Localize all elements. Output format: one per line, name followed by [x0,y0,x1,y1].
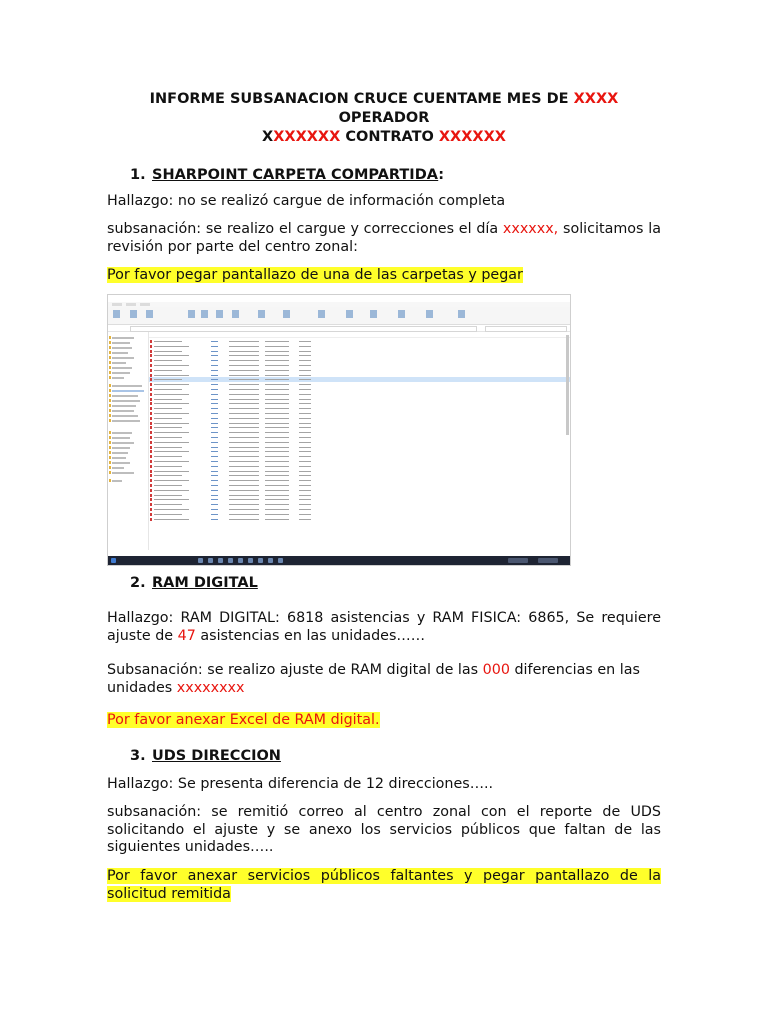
section-1-heading [130,166,444,184]
title-text: X [262,129,274,145]
section-3-note [107,868,661,903]
document-title [106,90,662,147]
paragraph-text: solicitamos la revisión por parte del centro zonal: [107,221,661,255]
title-text: INFORME SUBSANACION CRUCE CUENTAME MES DE [149,91,574,107]
placeholder-date: xxxxxx, [502,221,559,237]
title-text: OPERADOR [338,110,430,126]
highlighted-instruction: Por favor anexar servicios públicos faltantes y pegar pantallazo de la solicitud remitida [107,868,661,902]
section-heading-text: SHARPOINT CARPETA COMPARTIDA [152,167,439,183]
paragraph-text: diferencias en las unidades [107,662,640,696]
title-placeholder-contract: XXXXXX [438,129,506,145]
highlighted-instruction: Por favor anexar Excel de RAM digital. [107,712,380,728]
section-heading-text: UDS DIRECCION [152,748,281,764]
paragraph-text: Subsanación: se realizo ajuste de RAM digital de las [107,662,483,678]
title-text: CONTRATO [340,129,439,145]
paragraph-text: subsanación: se realizo el cargue y correcciones el día [107,221,503,237]
section-number: 2. [130,575,146,591]
section-number: 3. [130,748,146,764]
paragraph-text: asistencias en las unidades…… [195,627,426,644]
section-3-hallazgo: Hallazgo: Se presenta diferencia de 12 direcciones….. [107,776,494,792]
section-1-subsanacion [107,221,661,256]
heading-colon: : [438,167,445,183]
highlighted-instruction: Por favor pegar pantallazo de una de las carpetas y pegar [107,267,523,283]
title-placeholder-month: XXXX [573,91,619,107]
placeholder-count: 47 [177,627,196,644]
paragraph-text: Hallazgo: RAM DIGITAL: 6818 asistencias y RAM FISICA: 6865, Se requiere ajuste de [107,610,661,644]
section-2-note [107,712,661,730]
section-2-subsanacion [107,662,661,697]
section-2-hallazgo [107,610,661,645]
section-2-heading [130,574,258,592]
section-1-note [107,267,661,285]
file-row [149,517,570,522]
section-number: 1. [130,167,146,183]
section-3-heading [130,747,281,765]
section-1-hallazgo: Hallazgo: no se realizó cargue de información completa [107,193,506,209]
section-heading-text: RAM DIGITAL [152,575,258,591]
placeholder-units: xxxxxxxx [176,679,245,696]
placeholder-differences: 000 [482,662,510,678]
section-3-subsanacion: subsanación: se remitió correo al centro zonal con el reporte de UDS solicitando el ajuste y se anexo los servicios públicos que faltan de las siguientes unidades….. [107,804,661,855]
title-placeholder-operator: XXXXXX [273,129,341,145]
file-explorer-screenshot [107,294,571,566]
